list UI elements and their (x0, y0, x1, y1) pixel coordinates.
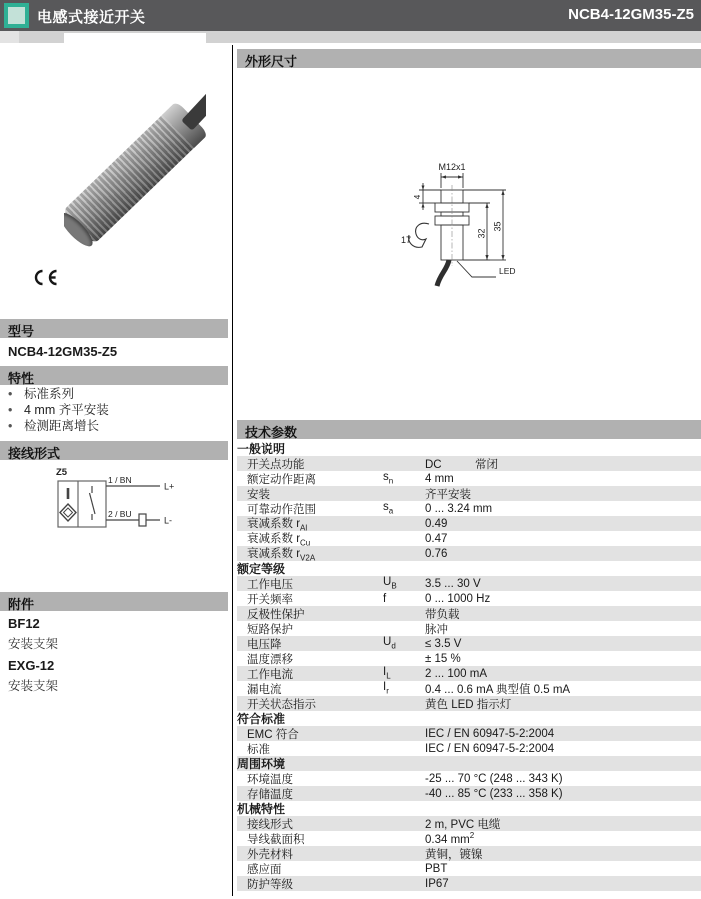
spec-row (237, 486, 701, 501)
spec-label: EMC 符合 (247, 728, 299, 741)
spec-label: 温度漂移 (247, 653, 293, 666)
spec-section-header (237, 801, 701, 816)
spec-value: 0.4 ... 0.6 mA 典型值 0.5 mA (425, 683, 571, 696)
spec-label: 额定动作距离 (247, 473, 316, 486)
technical-data-table (237, 441, 701, 891)
spec-section-title: 周围环境 (237, 757, 286, 771)
spec-section-title: 一般说明 (237, 442, 286, 456)
column-divider (232, 45, 233, 896)
spec-symbol: $s_a$ (383, 501, 394, 516)
feature-text: 检测距离增长 (24, 419, 100, 433)
spec-label: 感应面 (247, 863, 282, 876)
feature-item (8, 402, 222, 418)
spec-value: 0.47 (425, 532, 448, 545)
accessory-description: 安装支架 (8, 637, 59, 651)
spec-label: 外壳材料 (247, 848, 293, 861)
accessory-name: BF12 (8, 616, 40, 631)
spec-section-title: 额定等级 (237, 562, 286, 576)
spec-row (237, 816, 701, 831)
spec-section-title: 机械特性 (237, 802, 286, 816)
bullet-icon: • (8, 403, 13, 417)
spec-label: 反极性保护 (247, 608, 305, 621)
section-header-model: 型号 (0, 319, 228, 338)
feature-item (8, 386, 222, 402)
spec-row (237, 471, 701, 486)
feature-text: 4 mm 齐平安装 (24, 403, 109, 417)
spec-value: 脉冲 (425, 623, 448, 636)
spec-symbol: $U_B$ (383, 576, 397, 591)
svg-text:L+: L+ (164, 481, 175, 492)
spec-label: 短路保护 (247, 623, 293, 636)
spec-value: ± 15 % (425, 652, 461, 665)
spec-symbol: $I_L$ (383, 666, 391, 681)
spec-row (237, 876, 701, 891)
product-family-icon (4, 3, 29, 28)
spec-value: 2 ... 100 mA (425, 667, 488, 680)
features-list (8, 386, 222, 434)
bullet-icon: • (8, 387, 13, 401)
spec-row (237, 741, 701, 756)
spec-row (237, 861, 701, 876)
spec-row (237, 636, 701, 651)
svg-text:4: 4 (413, 194, 422, 200)
spec-value: 0.76 (425, 547, 448, 560)
model-number: NCB4-12GM35-Z5 (8, 344, 118, 359)
spec-label: 存储温度 (247, 788, 293, 801)
section-header-features: 特性 (0, 366, 228, 385)
sensor-barrel-illustration (64, 102, 206, 246)
spec-value (425, 456, 701, 472)
spec-symbol: $s_n$ (383, 471, 394, 486)
spec-row (237, 666, 701, 681)
dimension-drawing (393, 156, 543, 311)
spec-section-title: 符合标准 (237, 712, 286, 726)
spec-label: 环境温度 (247, 773, 293, 786)
spec-row (237, 696, 701, 711)
spec-value-secondary: 常闭 (475, 458, 498, 471)
spec-value: 0.49 (425, 517, 448, 530)
svg-text:17: 17 (401, 235, 412, 245)
spec-symbol: f (383, 592, 387, 605)
spec-row (237, 456, 701, 471)
spec-row (237, 621, 701, 636)
spec-value: IEC / EN 60947-5-2:2004 (425, 742, 555, 755)
ce-mark-icon (32, 269, 59, 291)
spec-value: 0.34 $mm^2$ (425, 831, 475, 846)
spec-label: 开关点功能 (247, 458, 305, 471)
wrench-icon (409, 223, 429, 247)
spec-value: 3.5 ... 30 V (425, 577, 481, 590)
section-header-connection: 接线形式 (0, 441, 228, 460)
accessory-name: EXG-12 (8, 658, 55, 673)
spec-symbol: $I_r$ (383, 681, 389, 696)
spec-row (237, 831, 701, 846)
header-model-number: NCB4-12GM35-Z5 (568, 6, 694, 23)
header-substrip-left (0, 31, 19, 43)
spec-row (237, 651, 701, 666)
spec-value: -40 ... 85 °C (233 ... 358 K) (425, 787, 563, 800)
spec-row (237, 531, 701, 546)
spec-label: 可靠动作范围 (247, 503, 316, 516)
spec-row (237, 576, 701, 591)
spec-row (237, 771, 701, 786)
accessories-list (8, 613, 222, 697)
spec-row (237, 681, 701, 696)
section-header-accessories: 附件 (0, 592, 228, 611)
spec-label: 衰减系数 $r_{Al}$ (247, 517, 308, 533)
spec-label: 工作电压 (247, 578, 293, 591)
spec-value: IP67 (425, 877, 449, 890)
spec-section-header (237, 561, 701, 576)
spec-label: 衰减系数 $r_{Cu}$ (247, 532, 311, 548)
accessory-description: 安装支架 (8, 679, 59, 693)
section-header-technical-data: 技术参数 (237, 420, 701, 439)
spec-value: PBT (425, 862, 448, 875)
spec-row (237, 726, 701, 741)
spec-value: 2 m, PVC 电缆 (425, 818, 501, 831)
svg-text:LED: LED (499, 266, 516, 276)
spec-row (237, 846, 701, 861)
spec-value: IEC / EN 60947-5-2:2004 (425, 727, 555, 740)
spec-value: 黄铜，镀镍 (425, 848, 483, 861)
spec-value: ≤ 3.5 V (425, 637, 462, 650)
wiring-diagram (40, 464, 190, 551)
spec-label: 开关频率 (247, 593, 293, 606)
spec-row (237, 591, 701, 606)
spec-row (237, 546, 701, 561)
spec-label: 衰减系数 $r_{V2A}$ (247, 547, 316, 563)
svg-text:35: 35 (492, 221, 503, 232)
spec-value: 齐平安装 (425, 488, 471, 501)
feature-text: 标准系列 (24, 387, 75, 401)
spec-label: 接线形式 (247, 818, 293, 831)
spec-value: 4 mm (425, 472, 454, 485)
page-title: 电感式接近开关 (37, 9, 146, 26)
spec-label: 标准 (247, 743, 270, 756)
wiring-diagram-label: Z5 (56, 467, 68, 478)
spec-label: 防护等级 (247, 878, 293, 891)
spec-value: 带负载 (425, 608, 460, 621)
spec-row (237, 606, 701, 621)
spec-section-header (237, 441, 701, 456)
spec-value: -25 ... 70 °C (248 ... 343 K) (425, 772, 563, 785)
spec-label: 工作电流 (247, 668, 293, 681)
spec-section-header (237, 756, 701, 771)
spec-label: 漏电流 (247, 683, 282, 696)
spec-label: 导线截面积 (247, 833, 305, 846)
spec-value: 黄色 LED 指示灯 (425, 698, 512, 711)
spec-value: 0 ... 1000 Hz (425, 592, 491, 605)
title-bar (0, 0, 701, 31)
spec-label: 安装 (247, 488, 270, 501)
svg-text:1 / BN: 1 / BN (108, 475, 132, 485)
spec-label: 开关状态指示 (247, 698, 316, 711)
section-header-dimensions: 外形尺寸 (237, 49, 701, 68)
product-photo (64, 33, 206, 321)
svg-text:M12x1: M12x1 (438, 162, 466, 172)
sensor-cable (181, 58, 206, 131)
feature-item (8, 418, 222, 434)
spec-row (237, 786, 701, 801)
svg-text:L-: L- (164, 515, 173, 526)
svg-text:2 / BU: 2 / BU (108, 509, 132, 519)
spec-label: 电压降 (247, 638, 282, 651)
spec-row (237, 516, 701, 531)
spec-section-header (237, 711, 701, 726)
spec-value-primary: DC (425, 458, 442, 471)
bullet-icon: • (8, 419, 13, 433)
spec-row (237, 501, 701, 516)
spec-value: 0 ... 3.24 mm (425, 502, 493, 515)
svg-text:32: 32 (476, 228, 487, 239)
spec-symbol: $U_d$ (383, 636, 396, 651)
